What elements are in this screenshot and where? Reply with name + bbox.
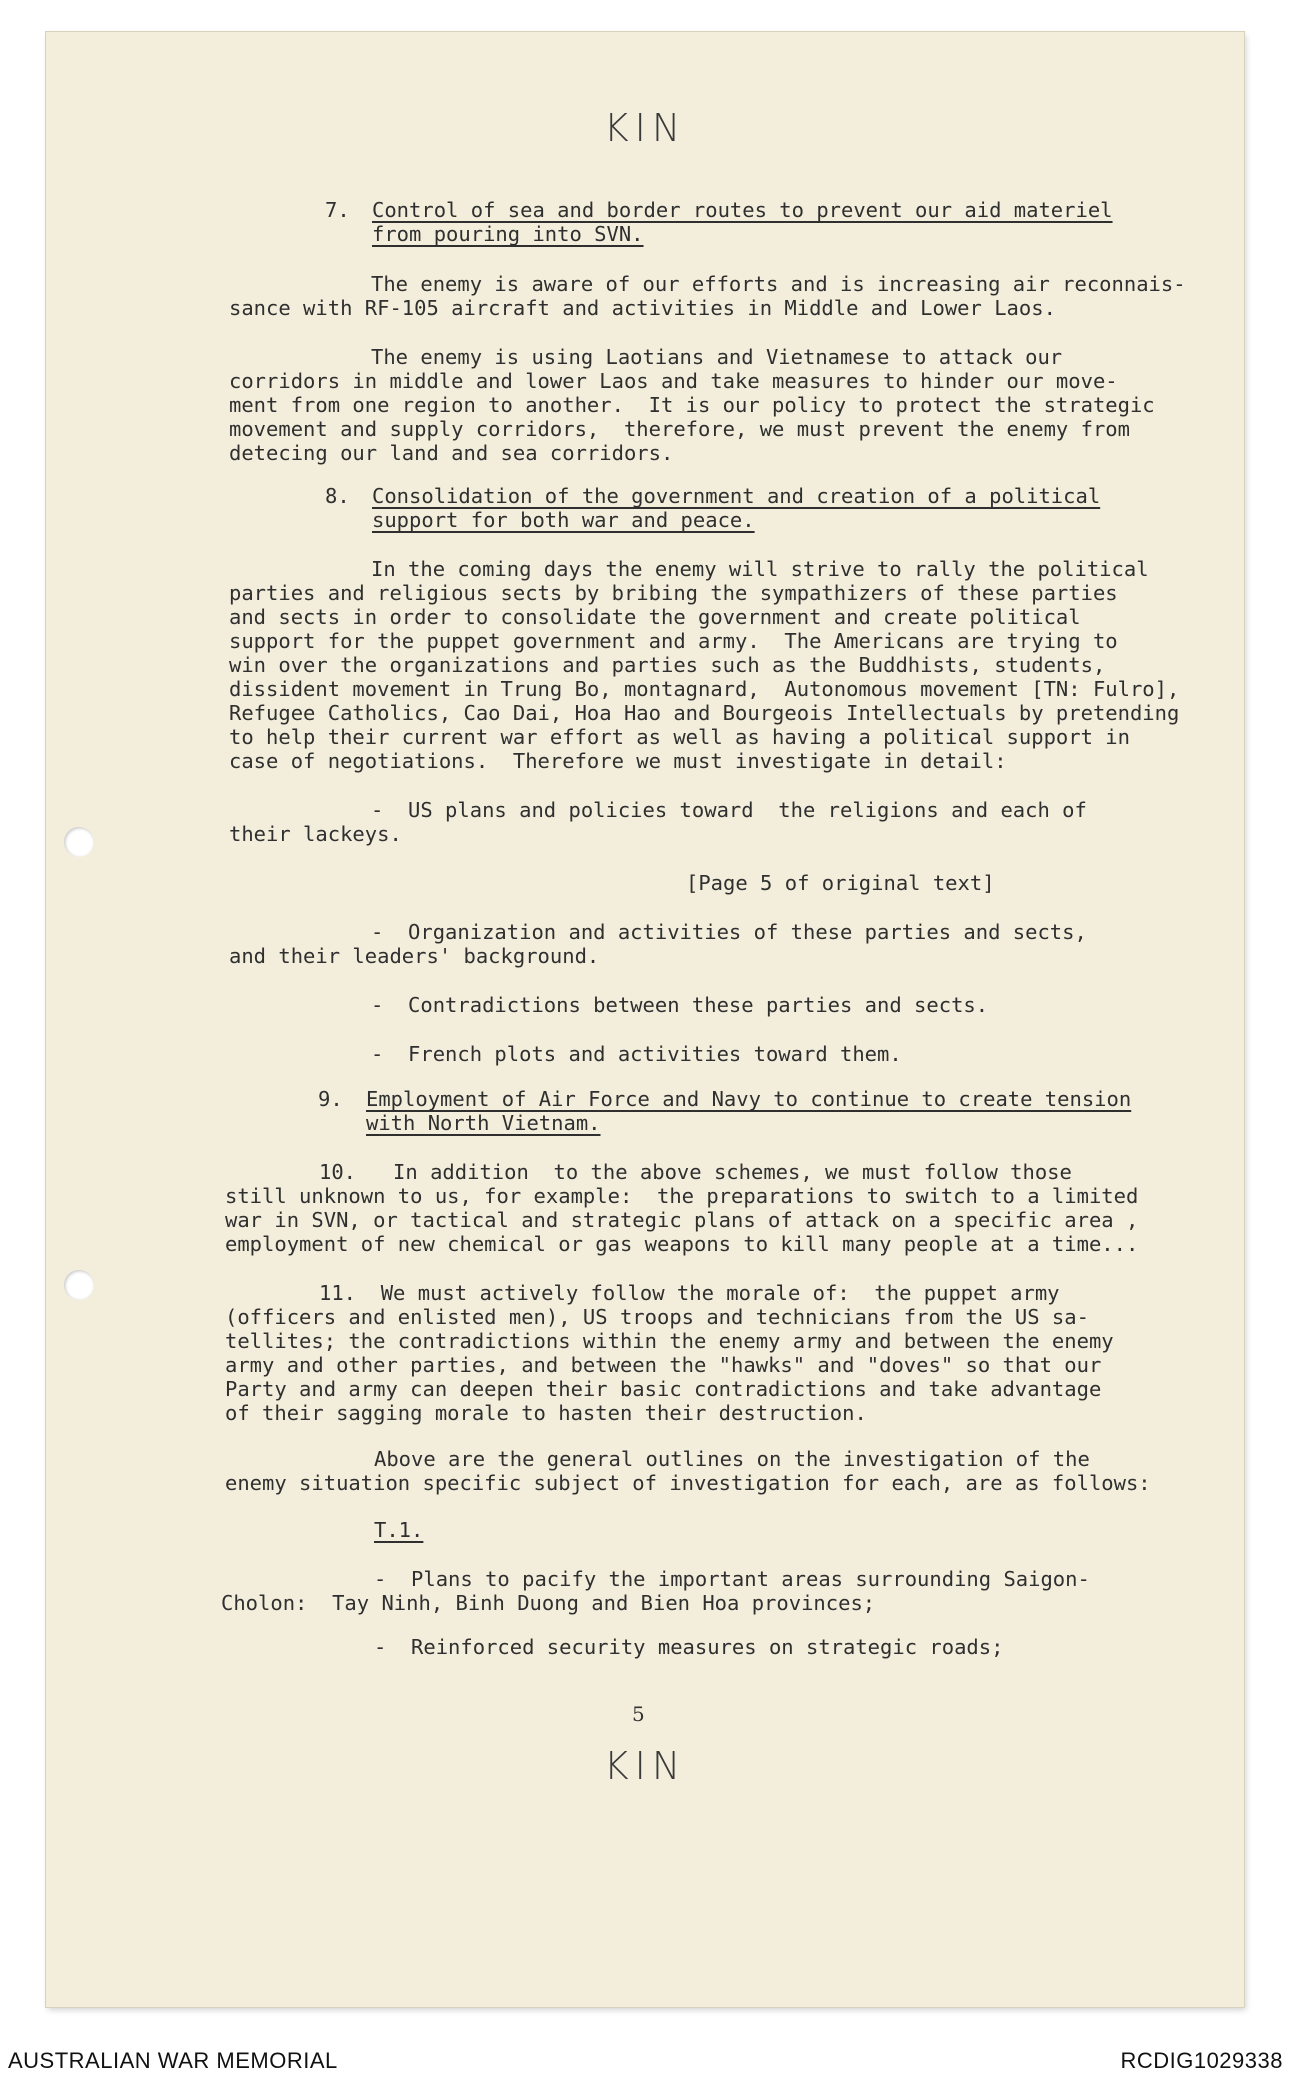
bullet-line: - US plans and policies toward the religions and each of <box>371 798 1087 822</box>
paragraph-line: Above are the general outlines on the investigation of the <box>374 1447 1090 1471</box>
paragraph-line: employment of new chemical or gas weapons to kill many people at a time... <box>225 1232 1139 1256</box>
bullet-line: - Plans to pacify the important areas surrounding Saigon- <box>374 1567 1090 1591</box>
paragraph-line: Refugee Catholics, Cao Dai, Hoa Hao and Bourgeois Intellectuals by pretending <box>229 701 1180 725</box>
paragraph-line: enemy situation specific subject of investigation for each, are as follows: <box>225 1471 1151 1495</box>
bullet-line: - Organization and activities of these parties and sects, <box>371 920 1087 944</box>
paragraph-line: still unknown to us, for example: the preparations to switch to a limited <box>225 1184 1139 1208</box>
bullet-line: - Contradictions between these parties and sects. <box>371 993 989 1017</box>
paragraph-line: 10. In addition to the above schemes, we must follow those <box>319 1160 1072 1184</box>
paragraph-line: to help their current war effort as well as having a political support in <box>229 725 1130 749</box>
paragraph-line: ment from one region to another. It is our policy to protect the strategic <box>229 393 1155 417</box>
paragraph-line: parties and religious sects by bribing the sympathizers of these parties <box>229 581 1118 605</box>
t1-label: T.1. <box>374 1518 424 1542</box>
item-9-heading-line-1: Employment of Air Force and Navy to continue to create tension <box>366 1087 1132 1111</box>
paragraph-line: case of negotiations. Therefore we must investigate in detail: <box>229 749 1007 773</box>
item-8-heading-line-1: Consolidation of the government and creation of a political <box>372 484 1101 508</box>
punch-hole-bottom <box>64 1270 94 1300</box>
paragraph-line: tellites; the contradictions within the enemy army and between the enemy <box>225 1329 1114 1353</box>
paragraph-line: sance with RF-105 aircraft and activities in Middle and Lower Laos. <box>229 296 1056 320</box>
paragraph-line: 11. We must actively follow the morale of: the puppet army <box>319 1281 1060 1305</box>
bullet-line: - French plots and activities toward them. <box>371 1042 902 1066</box>
paragraph-line: Party and army can deepen their basic contradictions and take advantage <box>225 1377 1102 1401</box>
item-7-heading-line-2: from pouring into SVN. <box>372 222 644 246</box>
item-7-number: 7. <box>325 198 350 222</box>
paragraph-line: movement and supply corridors, therefore, we must prevent the enemy from <box>229 417 1130 441</box>
classification-mark-bottom: KIN <box>603 1744 687 1788</box>
paragraph-line: corridors in middle and lower Laos and take measures to hinder our move- <box>229 369 1118 393</box>
paragraph-line: war in SVN, or tactical and strategic plans of attack on a specific area , <box>225 1208 1139 1232</box>
bullet-line: and their leaders' background. <box>229 944 600 968</box>
bullet-line: Cholon: Tay Ninh, Binh Duong and Bien Hoa provinces; <box>221 1591 876 1615</box>
document-page <box>46 32 1244 2007</box>
footer-record-id: RCDIG1029338 <box>1120 2048 1283 2073</box>
paragraph-line: army and other parties, and between the "hawks" and "doves" so that our <box>225 1353 1102 1377</box>
paragraph-line: of their sagging morale to hasten their destruction. <box>225 1401 867 1425</box>
paragraph-line: support for the puppet government and army. The Americans are trying to <box>229 629 1118 653</box>
item-9-number: 9. <box>318 1087 343 1111</box>
bullet-line: their lackeys. <box>229 822 402 846</box>
paragraph-line: win over the organizations and parties such as the Buddhists, students, <box>229 653 1106 677</box>
paragraph-line: The enemy is using Laotians and Vietnamese to attack our <box>371 345 1063 369</box>
item-8-heading-line-2: support for both war and peace. <box>372 508 755 532</box>
paragraph-line: dissident movement in Trung Bo, montagnard, Autonomous movement [TN: Fulro], <box>229 677 1180 701</box>
paragraph-line: The enemy is aware of our efforts and is increasing air reconnais- <box>371 272 1186 296</box>
page-reference: [Page 5 of original text] <box>686 871 995 895</box>
bullet-line: - Reinforced security measures on strategic roads; <box>374 1635 1004 1659</box>
paragraph-line: detecing our land and sea corridors. <box>229 441 674 465</box>
punch-hole-top <box>64 827 94 857</box>
item-9-heading-line-2: with North Vietnam. <box>366 1111 601 1135</box>
item-8-number: 8. <box>325 484 350 508</box>
classification-mark-top: KIN <box>603 106 687 150</box>
item-7-heading-line-1: Control of sea and border routes to prevent our aid materiel <box>372 198 1113 222</box>
paragraph-line: (officers and enlisted men), US troops and technicians from the US sa- <box>225 1305 1089 1329</box>
paragraph-line: and sects in order to consolidate the government and create political <box>229 605 1081 629</box>
page-number: 5 <box>632 1702 645 1726</box>
footer-institution: AUSTRALIAN WAR MEMORIAL <box>8 2048 338 2073</box>
paragraph-line: In the coming days the enemy will strive to rally the political <box>371 557 1149 581</box>
